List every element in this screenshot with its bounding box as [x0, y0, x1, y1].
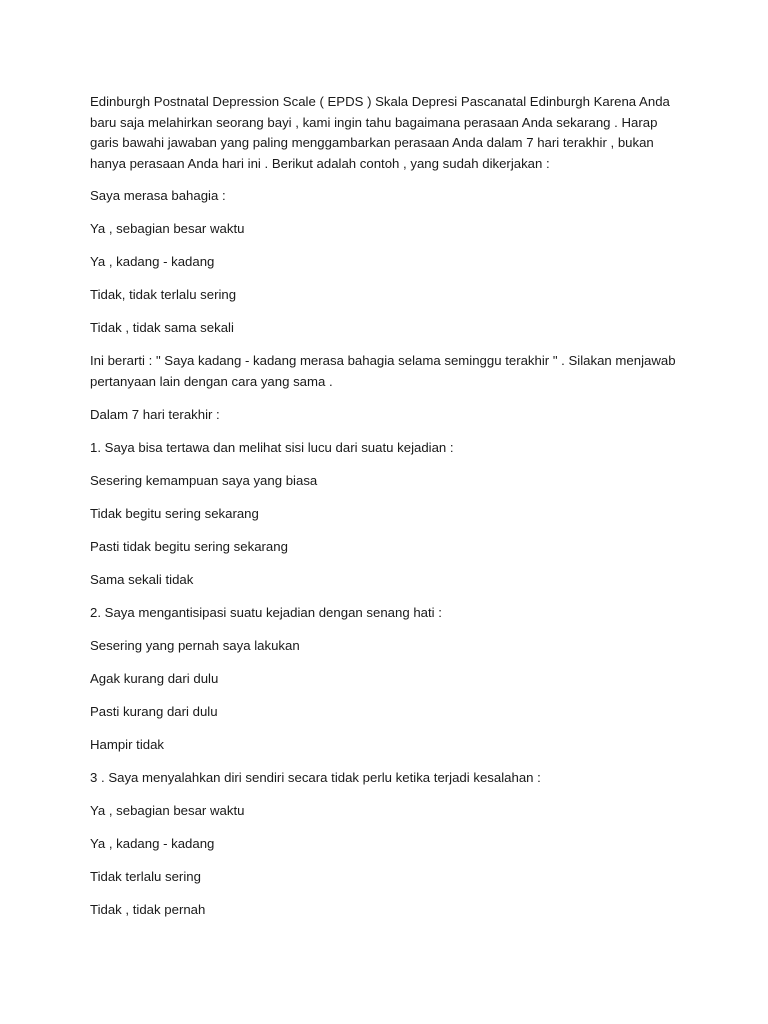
- question-3-option: Ya , sebagian besar waktu: [90, 802, 245, 818]
- question-1: 1. Saya bisa tertawa dan melihat sisi lucu dari suatu kejadian :: [90, 439, 454, 455]
- example-option: Tidak , tidak sama sekali: [90, 320, 234, 335]
- question-3: 3 . Saya menyalahkan diri sendiri secara tidak perlu ketika terjadi kesalahan :: [90, 769, 541, 785]
- question-1-option: Sesering kemampuan saya yang biasa: [90, 472, 318, 488]
- question-3-option: Tidak , tidak pernah: [90, 901, 206, 917]
- question-1-option: Sama sekali tidak: [90, 571, 194, 587]
- question-2-option: Agak kurang dari dulu: [90, 670, 219, 686]
- question-2-option: Hampir tidak: [90, 736, 165, 752]
- example-option: Ya , kadang - kadang: [90, 254, 215, 269]
- question-2-option: Pasti kurang dari dulu: [90, 703, 218, 719]
- question-1-option: Tidak begitu sering sekarang: [90, 505, 259, 521]
- example-option: Tidak, tidak terlalu sering: [90, 287, 237, 302]
- example-question: Saya merasa bahagia :: [90, 188, 226, 203]
- question-3-option: Ya , kadang - kadang: [90, 835, 215, 851]
- example-option: Ya , sebagian besar waktu: [90, 221, 245, 236]
- question-2: 2. Saya mengantisipasi suatu kejadian dengan senang hati :: [90, 604, 442, 620]
- example-explanation: Ini berarti : " Saya kadang - kadang merasa bahagia selama seminggu terakhir " . Silakan menjawab pertanyaan lain dengan cara yang sama .: [90, 353, 676, 389]
- section-heading: Dalam 7 hari terakhir :: [90, 406, 220, 422]
- intro-paragraph: Edinburgh Postnatal Depression Scale ( EPDS ) Skala Depresi Pascanatal Edinburgh Karena Anda baru saja melahirkan seorang bayi , kami ingin tahu bagaimana perasaan Anda sekarang . Harap garis bawahi jawaban yang paling menggambarkan perasaan Anda dalam 7 hari terakhir , bukan hanya perasaan Anda hari ini . Berikut adalah contoh , yang sudah dikerjakan :: [90, 94, 670, 171]
- question-2-option: Sesering yang pernah saya lakukan: [90, 637, 300, 653]
- document-body: [90, 92, 680, 933]
- question-1-option: Pasti tidak begitu sering sekarang: [90, 538, 288, 554]
- question-3-option: Tidak terlalu sering: [90, 868, 201, 884]
